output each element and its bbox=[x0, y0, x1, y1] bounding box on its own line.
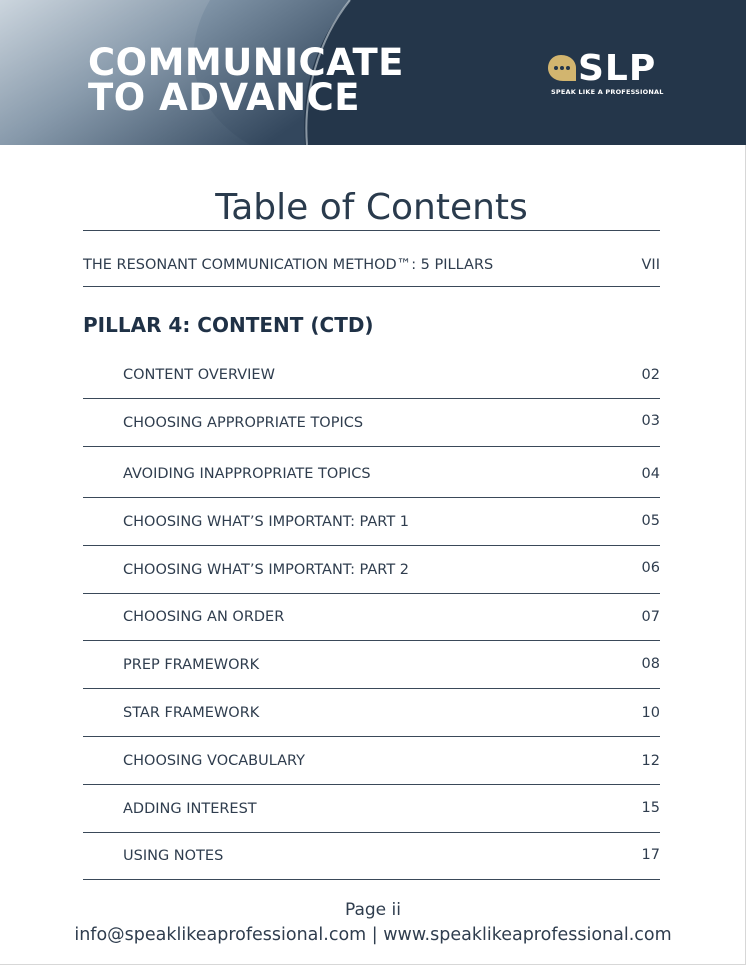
page-title: Table of Contents bbox=[215, 187, 528, 228]
toc-entry-label[interactable]: CHOOSING WHAT’S IMPORTANT: PART 2 bbox=[123, 562, 410, 578]
toc-entry-page: 04 bbox=[641, 466, 660, 482]
slp-logo bbox=[546, 48, 666, 100]
footer-contact[interactable]: info@speaklikeaprofessional.com | www.speaklikeaprofessional.com bbox=[74, 925, 672, 945]
header-title-line1: COMMUNICATE bbox=[88, 41, 404, 84]
toc-divider bbox=[83, 736, 660, 737]
toc-entry-page: 17 bbox=[641, 847, 660, 863]
intro-entry-label[interactable]: THE RESONANT COMMUNICATION METHOD™: 5 PILLARS bbox=[83, 257, 494, 273]
toc-divider bbox=[83, 593, 660, 594]
toc-entry-label[interactable]: AVOIDING INAPPROPRIATE TOPICS bbox=[123, 466, 371, 482]
speech-bubble-icon bbox=[546, 53, 578, 83]
header-banner bbox=[0, 0, 746, 145]
toc-entry-label[interactable]: CHOOSING WHAT’S IMPORTANT: PART 1 bbox=[123, 514, 410, 530]
toc-divider bbox=[83, 640, 660, 641]
toc-divider bbox=[83, 497, 660, 498]
toc-entry-label[interactable]: STAR FRAMEWORK bbox=[123, 705, 260, 721]
toc-divider bbox=[83, 545, 660, 546]
toc-entry-page: 02 bbox=[641, 367, 660, 383]
toc-entry-label[interactable]: USING NOTES bbox=[123, 848, 224, 864]
toc-entry-label[interactable]: CHOOSING VOCABULARY bbox=[123, 753, 306, 769]
toc-divider bbox=[83, 879, 660, 880]
logo-text: SLP bbox=[578, 48, 657, 89]
toc-entry-label[interactable]: CONTENT OVERVIEW bbox=[123, 367, 275, 383]
toc-divider bbox=[83, 446, 660, 447]
toc-entry-label[interactable]: CHOOSING APPROPRIATE TOPICS bbox=[123, 415, 364, 431]
section-heading: PILLAR 4: CONTENT (CTD) bbox=[83, 313, 374, 337]
toc-entry-page: 08 bbox=[641, 656, 660, 672]
toc-entry-page: 07 bbox=[641, 609, 660, 625]
toc-divider bbox=[83, 688, 660, 689]
toc-entry-page: 10 bbox=[641, 705, 660, 721]
title-divider bbox=[83, 230, 660, 231]
page-number: Page ii bbox=[344, 900, 401, 920]
toc-divider bbox=[83, 398, 660, 399]
intro-divider bbox=[83, 286, 660, 287]
toc-entry-page: 06 bbox=[641, 560, 660, 576]
toc-entry-label[interactable]: ADDING INTEREST bbox=[123, 801, 257, 817]
toc-divider bbox=[83, 784, 660, 785]
header-title-line2: TO ADVANCE bbox=[88, 76, 361, 119]
toc-entry-page: 12 bbox=[641, 753, 660, 769]
toc-entry-label[interactable]: CHOOSING AN ORDER bbox=[123, 609, 285, 625]
toc-entry-page: 15 bbox=[641, 800, 660, 816]
toc-entry-page: 05 bbox=[641, 513, 660, 529]
logo-tagline: SPEAK LIKE A PROFESSIONAL bbox=[551, 88, 664, 96]
toc-divider bbox=[83, 832, 660, 833]
intro-entry-page: VII bbox=[641, 257, 660, 273]
toc-entry-label[interactable]: PREP FRAMEWORK bbox=[123, 657, 260, 673]
toc-entry-page: 03 bbox=[641, 413, 660, 429]
